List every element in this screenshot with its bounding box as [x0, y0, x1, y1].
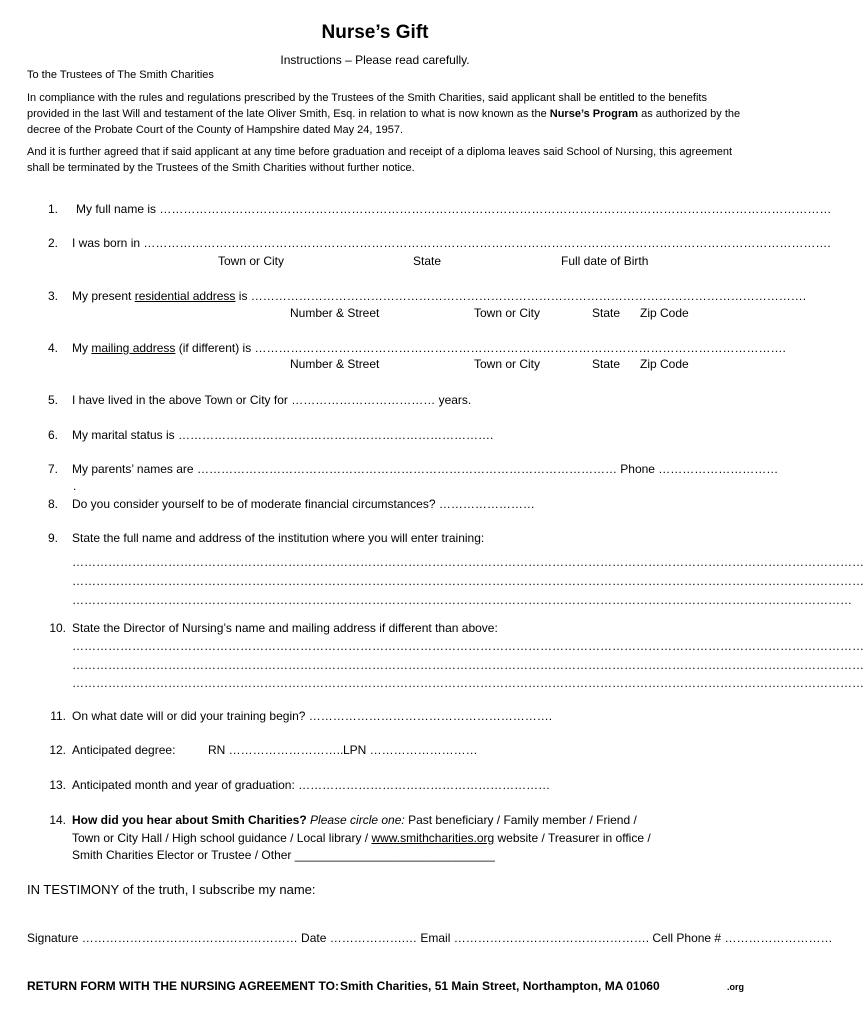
question-number: 1. [47, 202, 58, 216]
referral-options[interactable]: Town or City Hall / High school guidance / Local library / [72, 831, 372, 845]
sub-label-state: State [592, 357, 621, 371]
compliance-paragraph [27, 90, 745, 138]
residential-address-label: residential address [134, 289, 236, 303]
sub-label-zip: Zip Code [640, 357, 689, 371]
question-number: 6. [47, 428, 58, 442]
financial-circumstances-field[interactable]: Do you consider yourself to be of moderate financial circumstances? …………………… [72, 497, 535, 511]
referral-options-line-2[interactable] [72, 831, 651, 845]
referral-question [72, 813, 637, 827]
question-number: 5. [47, 393, 58, 407]
signature-line[interactable]: Signature ……………………………………………… Date ……………….… Email …………………………………………. Cell Phone # ……………………… [27, 931, 833, 945]
question-text: (if different) is ……………………………………………………………………………………………………………………. [175, 341, 786, 355]
institution-line-3[interactable]: …………………………………………………………………………………………………………………………………………………………………………… [72, 593, 852, 607]
question-number: 13. [49, 778, 66, 792]
sub-label-street: Number & Street [290, 357, 380, 371]
question-number: 11. [50, 709, 66, 723]
question-number: 4. [47, 341, 58, 355]
institution-line-2[interactable]: ……………………………………………………………………………………………………………………………………………………………………………… [72, 574, 864, 588]
agreement-paragraph: And it is further agreed that if said applicant at any time before graduation and receipt of a diploma leaves said School of Nursing, this agreement shall be terminated by the Trustees of the Smith Charities without further notice. [27, 146, 733, 174]
sub-label-zip: Zip Code [640, 306, 689, 320]
director-line-2[interactable]: ……………………………………………………………………………………………………………………………………………………………………………… [72, 658, 864, 672]
question-text: is …………………………………………………………………………………………………………………………. [235, 289, 807, 303]
program-name: Nurse’s Program [549, 108, 639, 120]
birthplace-field[interactable]: I was born in ………………………………………………………………………………………………………………………………………………………. [72, 236, 831, 250]
training-start-field[interactable]: On what date will or did your training begin? ……………………………………………………. [72, 709, 553, 723]
referral-question-text: How did you hear about Smith Charities? [72, 813, 307, 827]
director-line-1[interactable]: ……………………………………………………………………………………………………………………………………………………………………………… [72, 639, 864, 653]
degree-label: Anticipated degree: [72, 743, 176, 757]
page-title: Nurse’s Gift [321, 22, 429, 43]
question-text: State the Director of Nursing’s name and mailing address if different than above: [72, 621, 498, 635]
testimony-statement: IN TESTIMONY of the truth, I subscribe my name: [27, 882, 316, 897]
referral-options[interactable]: Past beneficiary / Family member / Friend / [404, 813, 637, 827]
mailing-address-label: mailing address [91, 341, 176, 355]
stray-period: . [73, 479, 77, 493]
referral-options[interactable]: website / Treasurer in office / [494, 831, 651, 845]
sub-label-town: Town or City [218, 254, 285, 268]
mailing-address-field[interactable] [72, 341, 786, 355]
full-name-field[interactable]: My full name is …………………………………………………………………………………………………………………………………………………… [76, 202, 832, 216]
marital-status-field[interactable]: My marital status is ……………………………………………………………………. [72, 428, 494, 442]
addressee-line: To the Trustees of The Smith Charities [27, 69, 214, 81]
question-text: State the full name and address of the institution where you will enter training: [72, 531, 485, 545]
graduation-date-field[interactable]: Anticipated month and year of graduation: ……………………………………………………… [72, 778, 551, 792]
footer-org: .org [727, 982, 744, 992]
sub-label-street: Number & Street [290, 306, 380, 320]
residential-address-field[interactable] [72, 289, 807, 303]
return-instructions-label: RETURN FORM WITH THE NURSING AGREEMENT TO: [27, 979, 339, 993]
return-address: Smith Charities, 51 Main Street, Northampton, MA 01060 [340, 979, 660, 993]
question-number: 7. [47, 462, 58, 476]
years-lived-field[interactable]: I have lived in the above Town or City for ……………………………… years. [72, 393, 472, 407]
rn-field[interactable]: RN ……………………….. [208, 743, 344, 757]
referral-options-line-3[interactable]: Smith Charities Elector or Trustee / Other ______________________________ [72, 848, 495, 862]
question-number: 14. [49, 813, 66, 827]
question-number: 10. [49, 621, 66, 635]
sub-label-town: Town or City [474, 306, 541, 320]
instructions: Instructions – Please read carefully. [280, 53, 470, 67]
question-number: 2. [47, 236, 58, 250]
paragraph-text: In compliance with the rules and regulations prescribed by the Trustees of the Smith Charities, said applicant shall be entitled to the benefits provided in the last Will and testament of the late Oliver Smith, Esq. in relation to what is now known as the [27, 92, 707, 120]
sub-label-dob: Full date of Birth [561, 254, 649, 268]
parents-names-field[interactable]: My parents’ names are …………………………………………………………………………………………… Phone ………………………… [72, 462, 779, 476]
circle-instruction: Please circle one: [306, 813, 405, 827]
question-number: 9. [47, 531, 58, 545]
institution-line-1[interactable]: ……………………………………………………………………………………………………………………………………………………………………………… [72, 555, 864, 569]
question-number: 8. [47, 497, 58, 511]
director-line-3[interactable]: ……………………………………………………………………………………………………………………………………………………………………………… [72, 676, 864, 690]
sub-label-town: Town or City [474, 357, 541, 371]
website-link[interactable]: www.smithcharities.org [371, 831, 495, 845]
question-number: 3. [47, 289, 58, 303]
sub-label-state: State [592, 306, 621, 320]
question-text: My [72, 341, 92, 355]
paragraph-text: as authorized by the decree of the Probate Court of the County of Hampshire dated May 24, 1957. [27, 108, 741, 136]
sub-label-state: State [413, 254, 442, 268]
lpn-field[interactable]: LPN ……………………… [343, 743, 478, 757]
question-text: My present [72, 289, 135, 303]
question-number: 12. [49, 743, 66, 757]
